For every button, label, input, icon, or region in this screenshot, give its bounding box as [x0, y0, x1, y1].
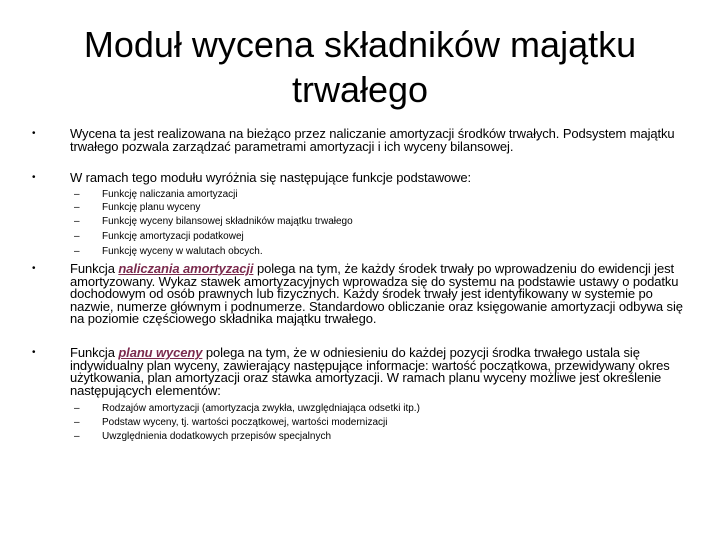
dash-icon: – [74, 231, 80, 242]
emphasized-term: planu wyceny [118, 345, 203, 360]
emphasized-term: naliczania amortyzacji [118, 261, 254, 276]
sub-list-text: Uwzględnienia dodatkowych przepisów specjalnych [102, 431, 332, 442]
sub-list-text: Funkcję wyceny bilansowej składników majątku trwałego [102, 216, 353, 227]
bullet-text: Wycena ta jest realizowana na bieżąco przez naliczanie amortyzacji środków trwałych. Podsystem majątku trwałego pozwala zarządzać parametrami amortyzacji i ich wyceny bilansowej. [70, 126, 675, 154]
dash-icon: – [74, 216, 80, 227]
slide-title: Moduł wycena składników majątku trwałego [83, 24, 637, 110]
sub-list-text: Rodzajów amortyzacji (amortyzacja zwykła, uwzględniająca odsetki itp.) [102, 403, 420, 414]
dash-icon: – [74, 431, 80, 442]
sub-list-text: Funkcję amortyzacji podatkowej [102, 231, 244, 242]
sub-list-text: Podstaw wyceny, tj. wartości początkowej, wartości modernizacji [102, 417, 388, 428]
bullet-dot-icon: • [32, 263, 36, 274]
sub-list-text: Funkcję naliczania amortyzacji [102, 189, 238, 200]
bullet-text: Funkcja naliczania amortyzacji polega na tym, że każdy środek trwały po wprowadzeniu do ewidencji jest amortyzowany. Wykaz stawek amortyzacyjnych wprowadza się do systemu na podstawie ustawy o podatku dochodowym od osób prawnych lub fizycznych. Każdy środek trwały jest identyfikowany w systemie po nazwie, numerze głównym i podnumerze. Standardowo obliczanie oraz księgowanie amortyzacji odbywa się na poziomie częściowego składnika majątku trwałego. [70, 261, 683, 326]
bullet-dot-icon: • [32, 347, 36, 358]
dash-icon: – [74, 417, 80, 428]
dash-icon: – [74, 246, 80, 257]
dash-icon: – [74, 202, 80, 213]
bullet-text: Funkcja planu wyceny polega na tym, że w odniesieniu do każdej pozycji środka trwałego ustala się indywidualny plan wyceny, zawierający następujące informacje: wartość początkowa, przewidywany okres użytkowania, plan amortyzacji oraz stawka amortyzacji. W ramach planu wyceny możliwe jest określenie następujących elementów: [70, 345, 670, 398]
bullet-dot-icon: • [32, 128, 36, 139]
bullet-text: W ramach tego modułu wyróżnia się następujące funkcje podstawowe: [70, 170, 472, 185]
dash-icon: – [74, 189, 80, 200]
bullet-dot-icon: • [32, 172, 36, 183]
dash-icon: – [74, 403, 80, 414]
sub-list-text: Funkcję planu wyceny [102, 202, 201, 213]
sub-list-text: Funkcję wyceny w walutach obcych. [102, 246, 263, 257]
